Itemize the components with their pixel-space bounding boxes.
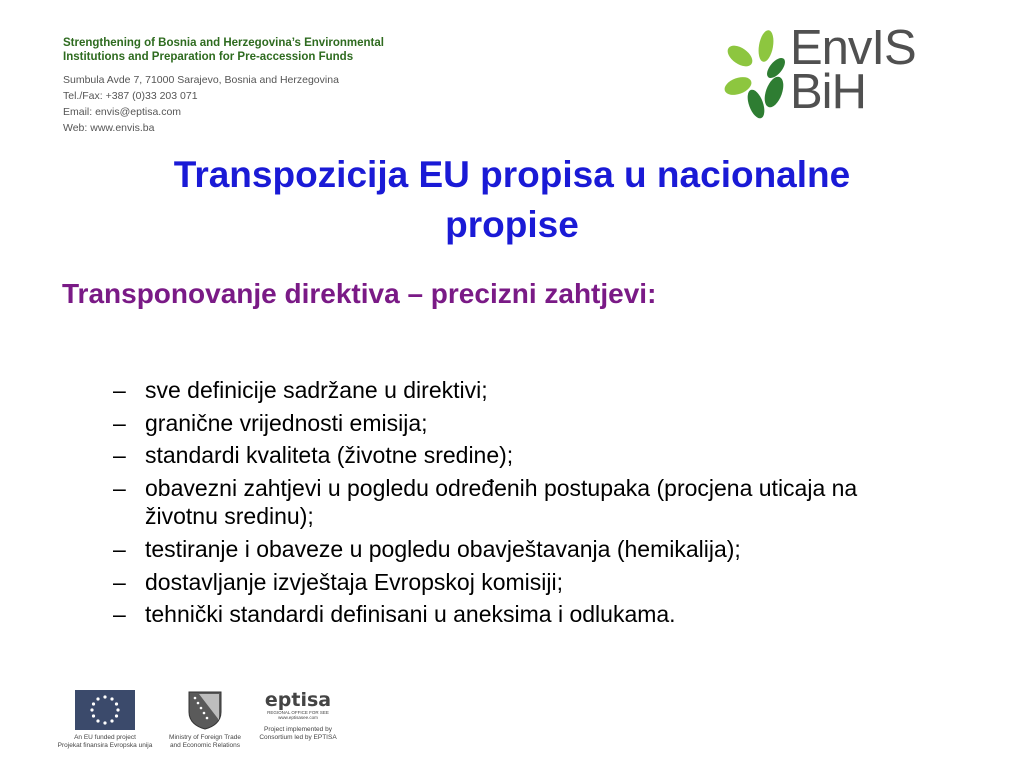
eu-funded-logo [50, 690, 160, 750]
eptisa-wordmark: eptisa [264, 689, 332, 711]
logo-line2: BiH [790, 65, 866, 119]
email-text: Email: envis@eptisa.com [63, 106, 182, 118]
bullet-item: – testiranje i obaveze u pogledu obavještavanja (hemikalija); [113, 535, 933, 564]
bullet-list [113, 376, 933, 633]
slide-title [60, 150, 964, 250]
ministry-logo [160, 690, 250, 750]
organization-contact [63, 72, 339, 136]
slide-title-line1: Transpozicija EU propisa u nacionalne [173, 154, 851, 195]
green-leaves-icon [720, 24, 790, 128]
bullet-item: – sve definicije sadržane u direktivi; [113, 376, 933, 405]
logo-line1: EnvIS [790, 21, 916, 75]
bullet-item: – tehnički standardi definisani u aneksima i odlukama. [113, 600, 933, 629]
eptisa-caption-line1: Project implemented by [264, 726, 332, 733]
bih-coat-of-arms-icon [187, 690, 223, 730]
envis-bih-logo [720, 21, 970, 128]
slide-title-line2: propise [445, 204, 579, 245]
eptisa-tagline1: REGIONAL OFFICE FOR SEE [267, 710, 329, 715]
bullet-item: – standardi kvaliteta (životne sredine); [113, 441, 933, 470]
organization-name-line2: Institutions and Preparation for Pre-accession Funds [63, 51, 354, 63]
eu-flag-icon [75, 690, 135, 730]
eptisa-caption-line2: Consortium led by EPTISA [259, 734, 337, 741]
address-text: Sumbula Avde 7, 71000 Sarajevo, Bosnia and Herzegovina [63, 74, 339, 86]
ministry-caption-line1: Ministry of Foreign Trade [169, 734, 241, 741]
eptisa-logo [250, 690, 346, 742]
web-text: Web: www.envis.ba [63, 122, 155, 134]
eu-caption-line2: Projekat finansira Evropska unija [57, 742, 153, 749]
bullet-item: – granične vrijednosti emisija; [113, 409, 933, 438]
bullet-item: – dostavljanje izvještaja Evropskoj komisiji; [113, 568, 933, 597]
ministry-caption-line2: and Economic Relations [169, 742, 241, 749]
phone-text: Tel./Fax: +387 (0)33 203 071 [63, 90, 198, 102]
slide-subtitle: Transponovanje direktiva – precizni zahtjevi: [62, 278, 657, 309]
organization-name [63, 36, 384, 64]
eptisa-tagline2: www.eptisasee.com [278, 715, 318, 720]
bullet-item: – obavezni zahtjevi u pogledu određenih postupaka (procjena uticaja na životnu sredinu); [113, 474, 933, 531]
eu-caption-line1: An EU funded project [74, 734, 136, 741]
organization-name-line1: Strengthening of Bosnia and Herzegovina’s Environmental [63, 37, 384, 49]
logo-wordmark [790, 21, 916, 119]
